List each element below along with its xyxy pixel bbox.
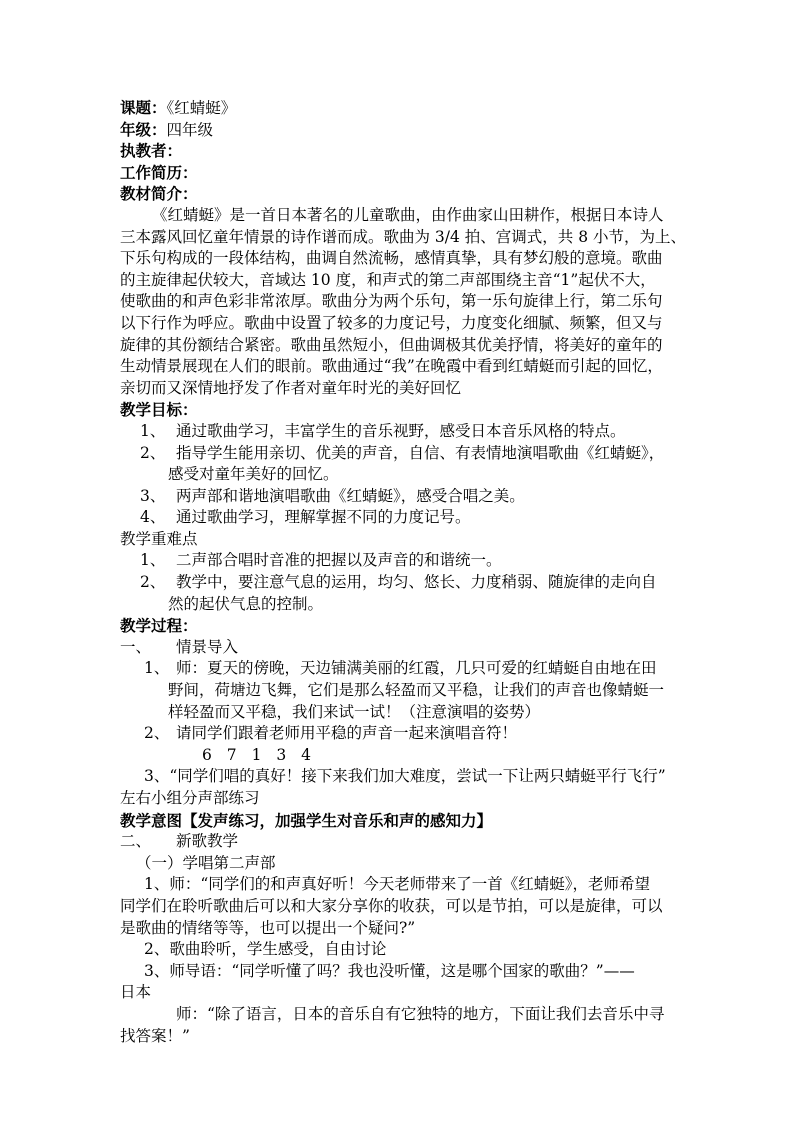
goal-text: 两声部和谐地演唱歌曲《红蜻蜓》，感受合唱之美。 <box>176 486 525 505</box>
grade-value: 四年级 <box>166 120 214 139</box>
process-label: 教学过程： <box>120 616 198 636</box>
intro-line: 亲切而又深情地抒发了作者对童年时光的美好回忆 <box>120 378 462 397</box>
intro-line: 下乐句构成的一段体结构，曲调自然流畅，感情真挚，具有梦幻般的意境。歌曲 <box>120 249 663 268</box>
step-number: 1、 <box>144 659 170 678</box>
music-notes: 6 7 1 3 4 <box>202 745 312 764</box>
goal-number: 3、 <box>140 486 166 505</box>
goal-number: 2、 <box>140 443 166 462</box>
topic-label: 课题： <box>120 98 167 117</box>
step-text: 1、师：“同学们的和声真好听！今天老师带来了一首《红蜻蜓》，老师希望 <box>144 875 651 894</box>
step-number: 2、 <box>144 724 170 743</box>
key-point-text: 二声部合唱时音准的把握以及声音的和谐统一。 <box>176 551 502 570</box>
goals-label: 教学目标： <box>120 400 198 420</box>
step-text-continued: 野间，荷塘边飞舞，它们是那么轻盈而又平稳，让我们的声音也像蜻蜓一 <box>168 681 665 700</box>
intent-label: 教学意图 <box>120 810 183 830</box>
step-text: 师：夏天的傍晚，天边铺满美丽的红霞，几只可爱的红蜻蜓自由地在田 <box>176 659 657 678</box>
step-text-continued: 左右小组分声部练习 <box>120 789 260 807</box>
key-point-number: 2、 <box>140 573 166 592</box>
goal-item <box>120 421 680 443</box>
topic-line <box>120 97 680 119</box>
grade-label: 年级： <box>120 119 167 139</box>
intro-paragraph <box>120 205 687 399</box>
section-number: 二、 <box>120 832 152 851</box>
step-text: 3、师导语：“同学听懂了吗？我也没听懂，这是哪个国家的歌曲？”—— <box>144 961 635 980</box>
goal-text: 指导学生能用亲切、优美的声音，自信、有表情地演唱歌曲《红蜻蜓》， <box>176 443 665 462</box>
goal-text: 通过歌曲学习，丰富学生的音乐视野，感受日本音乐风格的特点。 <box>176 421 626 440</box>
topic-value: 《红蜻蜓》 <box>166 99 237 117</box>
step-text: 2、歌曲聆听，学生感受，自由讨论 <box>144 940 387 959</box>
goal-item <box>120 443 680 465</box>
key-point-item <box>120 550 680 572</box>
intent-text: 【发声练习，加强学生对音乐和声的感知力】 <box>182 810 493 830</box>
key-point-text: 教学中，要注意气息的运用，均匀、悠长、力度稍弱、随旋律的走向自 <box>176 573 657 592</box>
intro-line: 生动情景展现在人们的眼前。歌曲通过“我”在晚霞中看到红蜻蜓而引起的回忆， <box>120 357 663 376</box>
goal-item <box>120 507 680 529</box>
section-title: 新歌教学 <box>176 832 239 851</box>
key-point-item <box>120 572 680 594</box>
goal-number: 1、 <box>140 421 166 440</box>
step-text-continued: 同学们在聆听歌曲后可以和大家分享你的收获，可以是节拍，可以是旋律，可以 <box>120 896 663 915</box>
step-text: 3、“同学们唱的真好！接下来我们加大难度，尝试一下让两只蜻蜓平行飞行” <box>144 767 666 786</box>
section-heading <box>120 831 680 853</box>
step-text-continued: 是歌曲的情绪等等，也可以提出一个疑问?” <box>120 918 416 937</box>
section-number: 一、 <box>120 637 152 656</box>
intro-line: 三本露风回忆童年情景的诗作谱而成。歌曲为 3/4 拍、宫调式，共 8 小节，为上、 <box>120 227 687 246</box>
step-text-continued: 样轻盈而又平稳，我们来试一试！（注意演唱的姿势） <box>168 702 541 721</box>
step-text-continued: 找答案！” <box>120 1026 190 1045</box>
goal-item <box>120 486 680 508</box>
intent-line <box>120 810 680 832</box>
step-text-continued: 日本 <box>120 983 152 1002</box>
intro-line: 《红蜻蜓》是一首日本著名的儿童歌曲，由作曲家山田耕作，根据日本诗人 <box>152 205 664 224</box>
goal-number: 4、 <box>140 508 166 527</box>
section-title: 情景导入 <box>176 637 239 656</box>
step-item <box>120 658 680 680</box>
intro-line: 的主旋律起伏较大，音域达 10 度，和声式的第二声部围绕主音“1”起伏不大， <box>120 270 656 289</box>
intro-line: 以下行作为呼应。歌曲中设置了较多的力度记号，力度变化细腻、频繁，但又与 <box>120 313 663 332</box>
section-heading <box>120 637 680 659</box>
resume-label: 工作简历： <box>120 162 198 182</box>
teacher-label: 执教者： <box>120 141 183 161</box>
goal-text-continued: 感受对童年美好的回忆。 <box>168 465 339 484</box>
goal-text: 通过歌曲学习，理解掌握不同的力度记号。 <box>176 508 471 527</box>
intro-line: 旋律的其份额结合紧密。歌曲虽然短小，但曲调极其优美抒情，将美好的童年的 <box>120 335 663 354</box>
step-text: 请同学们跟着老师用平稳的声音一起来演唱音符！ <box>176 724 518 743</box>
step-item <box>120 723 680 745</box>
step-text: 师：“除了语言，日本的音乐自有它独特的地方，下面让我们去音乐中寻 <box>176 1004 665 1023</box>
key-points-label: 教学重难点 <box>120 529 198 548</box>
intro-label: 教材简介： <box>120 184 198 204</box>
intro-line: 使歌曲的和声色彩非常浓厚。歌曲分为两个乐句，第一乐句旋律上行，第二乐句 <box>120 292 663 311</box>
key-point-number: 1、 <box>140 551 166 570</box>
lesson-plan <box>120 97 687 1047</box>
key-point-text-continued: 然的起伏气息的控制。 <box>168 594 324 613</box>
grade-line <box>120 119 680 141</box>
subsection-heading: （一）学唱第二声部 <box>136 853 276 872</box>
